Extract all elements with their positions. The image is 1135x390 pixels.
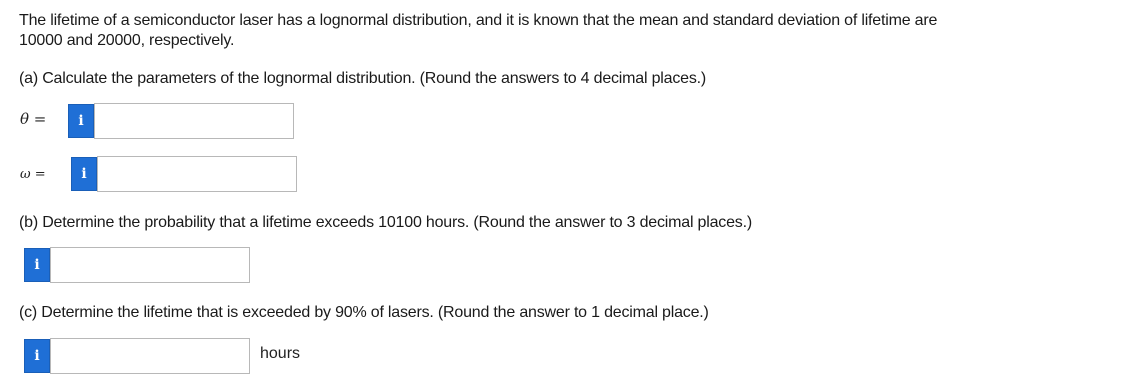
theta-input[interactable] <box>94 103 294 139</box>
problem-statement-line2: 10000 and 20000, respectively. <box>19 32 235 49</box>
part-c-prompt: (c) Determine the lifetime that is exceeded by 90% of lasers. (Round the answer to 1 decimal place.) <box>19 304 709 321</box>
part-c-input[interactable] <box>50 338 250 374</box>
part-b-prompt: (b) Determine the probability that a lifetime exceeds 10100 hours. (Round the answer to 3 decimal places.) <box>19 214 752 231</box>
part-c-unit-label: hours <box>260 345 301 362</box>
part-c-info-icon[interactable]: i <box>24 339 50 373</box>
problem-statement-line1: The lifetime of a semiconductor laser has a lognormal distribution, and it is known that the mean and standard deviation of lifetime are <box>19 12 938 29</box>
theta-info-icon[interactable]: i <box>68 104 94 138</box>
part-b-info-icon[interactable]: i <box>24 248 50 282</box>
omega-info-icon[interactable]: i <box>71 157 97 191</box>
part-a-prompt: (a) Calculate the parameters of the lognormal distribution. (Round the answers to 4 decimal places.) <box>19 70 707 87</box>
omega-label: ω = <box>20 167 46 182</box>
part-b-input[interactable] <box>50 247 250 283</box>
omega-input[interactable] <box>97 156 297 192</box>
theta-label: θ = <box>20 110 47 128</box>
